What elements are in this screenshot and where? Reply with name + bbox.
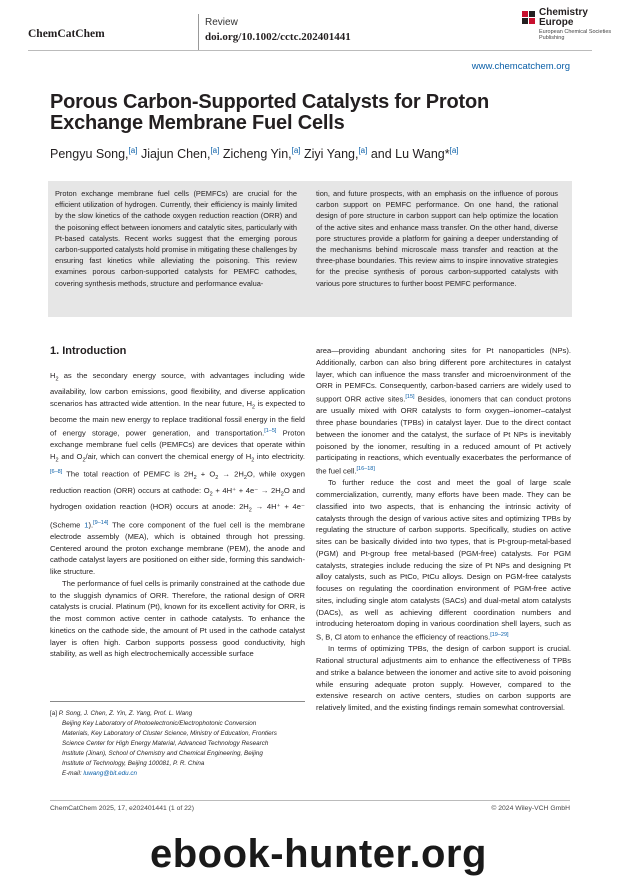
footer-citation: ChemCatChem 2025, 17, e202401441 (1 of 22) [50, 805, 194, 812]
author-name: Zicheng Yin, [222, 147, 292, 162]
doi-link[interactable]: doi.org/10.1002/cctc.202401441 [205, 31, 351, 43]
header-divider [198, 14, 199, 50]
author-name: Ziyi Yang, [304, 147, 359, 162]
paragraph: To further reduce the cost and meet the goal of large scale commercialization, currently, many efforts have been made. They can be classified into two aspects, that is enhancing the intrinsic activity of catalysts through the design of various active sites and optimizing TPBs by regulating the structure of carbon supports. Specifically, studies on active sites can be basically divided into two types, that is Pt-group-metal-based (PGM) and Pt-group free metal-based (PGM-free) catalysts. For PGM catalysts, strategies include reducing the size of Pt NPs and designing Pt alloy catalysts, such as PtCo, PtCu alloys. Design on PGM-free catalysts focuses on regulating the coordination environment of PGM-free active sites, including single atom catalysts (SACs) and dual-metal atom catalysts (DACs), as well as achieving different coordination numbers and introducing heteroatom doping in various coordination shell layers, such as S, B, Cl atom to enhance the efficiency of reactions.[19–29] [316, 478, 571, 642]
paragraph: $H_2$ as the secondary energy source, with advantages including wide availability, low carbon emissions, good flexibility, and diverse application scenarios has attracted wide attention. In the near future, $H_2$ is expected to become the main new energy to replace traditional fossil energy in the field of energy storage, power generation, and transportation.[1–5] Proton exchange membrane fuel cells (PEMFCs) are devices that operate within $H_2$ and $O_2$/air, which can convert the chemical energy of $H_2$ into electricity.[6–8] The total reaction of PEMFC is $2H_2 + O_2 \to 2H_2O$, while oxygen reduction reaction (ORR) occurs at cathode: $O_2 + 4H^+ + 4e^- \to 2H_2O$ and hydrogen oxidation reaction (HOR) occurs at anode: $2H_2 \to 4H^+ + 4e^-$ (Scheme 1).[9–14] The core component of the fuel cell is the membrane electrode assembly (MEA), which is obtained through hot pressing. Centered around the proton exchange membrane (PEM), the anode and cathode catalyst layers are positioned on either side, forming this sandwich-like structure. [50, 371, 306, 577]
author-name: Pengyu Song, [50, 147, 129, 162]
abstract-text-right: tion, and future prospects, with an emphasis on the influence of porous carbon support on PEMFC performance. On one hand, the rational design of pore structure in carbon support can help optimize the location of the active sites and enhance mass transfer. On the other hand, diverse pore structures provide a platform for gaining a deeper understanding of the mechanisms behind microscale mass transfer and reaction at the three-phase boundaries. This review aims to inspire innovative strategies for the precise synthesis of porous carbon-supported catalysts with various pore structures to further boost PEMFC performance. [316, 189, 558, 288]
publisher-logo-subtext: European Chemical Societies Publishing [539, 29, 612, 41]
citation-link[interactable]: [1–5] [264, 428, 277, 435]
section-heading: 1. Introduction [50, 345, 127, 357]
abstract-box [48, 181, 572, 317]
publisher-logo-icon [521, 10, 536, 25]
scheme-link[interactable]: 1 [84, 520, 89, 530]
footer-copyright: © 2024 Wiley-VCH GmbH [491, 805, 570, 812]
header-rule [28, 50, 592, 51]
article-title: Porous Carbon-Supported Catalysts for Proton Exchange Membrane Fuel Cells [50, 91, 490, 134]
paragraph: The performance of fuel cells is primarily constrained at the cathode due to the sluggish dynamics of ORR. Therefore, the rational design of ORR catalysts is crucial. Platinum (Pt), known for its excellent activity for ORR, is the most common active center in cathode catalysts. To enhance the kinetics on the cathode side, the amount of Pt used in the cathode catalyst layer is often high. Carbon supports possess good conductivity, high stability, as well as high electrochemically accessible surface [50, 578, 305, 659]
affiliation-footnote: [a] P. Song, J. Chen, Z. Yin, Z. Yang, Prof. L. Wang Beijing Key Laboratory of Photoelectronic/Electrophotonic Conversion Materials, Key Laboratory of Cluster Science, Ministry of Education, Frontiers Science Center for High Energy Material, Advanced Technology Research Institute (Jinan), School of Chemistry and Chemical Engineering, Beijing Institute of Technology, Beijing 100081, P. R. China E-mail: luwang@bit.edu.cn [50, 710, 277, 777]
publisher-logo-text: Europe [539, 17, 574, 28]
body-column-right [316, 345, 571, 714]
abstract-text-left: Proton exchange membrane fuel cells (PEMFCs) are crucial for the efficient utilization of hydrogen. Currently, their efficiency is mainly limited by the slow kinetics of the cathode oxygen reduction reaction (ORR) and the poisoning effect between ionomers and catalytic sites, particularly with Pt-based catalysts. Recent works suggest that the emerging porous carbon-supported catalysts hold promise in mitigating these challenges by ensuring fast kinetics while alleviating the poisoning. This review examines porous carbon-supported catalysts for PEMFC cathodes, covering synthesis methods, structure and performance evalua- [55, 189, 297, 288]
citation-link[interactable]: [15] [405, 394, 415, 400]
affiliation-marker[interactable]: [a] [210, 146, 220, 155]
article-type: Review [205, 17, 238, 28]
footer-rule [50, 800, 570, 801]
paragraph: area—providing abundant anchoring sites for Pt nanoparticles (NPs). Additionally, carbon can also bring different pore architectures in catalyst layer, which can influence the mass transfer and microenvironment of the ORR in PEMFCs. Consequently, carbon-based carriers are widely used to support ORR active sites.[15] Besides, ionomers that can conduct protons are usually mixed with ORR catalysts to form oxygen–ionomer–catalyst three phase boundaries (TPBs) in catalyst layer. Due to the direct contact between the ionomer and the catalyst, the surface of Pt NPs is inevitably poisoned by the ionomer, resulting in a reduced amount of Pt actively participating in reactions, which eventually exacerbates the performance of the fuel cell.[16–18] [316, 346, 572, 476]
watermark: ebook-hunter.org [150, 832, 487, 876]
author-list [50, 146, 459, 161]
publisher-logo-text: Chemistry [539, 7, 588, 18]
author-name: and Lu Wang* [370, 147, 450, 162]
affiliation-marker[interactable]: [a] [449, 146, 459, 155]
citation-link[interactable]: [9–14] [93, 519, 109, 526]
affiliation-marker[interactable]: [a] [358, 146, 368, 155]
paragraph: In terms of optimizing TPBs, the design of carbon support is crucial. Rational structural adjustments aim to enhance the effectiveness of TPBs and strike a balance between the ionomer and active site to avoid poisoning while ensuring adequate proton supply. However, compared to the extensive research on active centers, studies on carbon supports are relatively limited, and the existing findings remain somewhat controversial. [316, 644, 571, 713]
citation-link[interactable]: [19–29] [490, 632, 509, 639]
body-column-left [50, 370, 305, 660]
citation-link[interactable]: [6–8] [50, 469, 63, 476]
author-name: Jiajun Chen, [140, 147, 211, 162]
email-link[interactable]: luwang@bit.edu.cn [83, 770, 137, 777]
affiliation-marker[interactable]: [a] [128, 146, 138, 155]
journal-name: ChemCatChem [28, 28, 105, 40]
footnote-rule [50, 701, 305, 702]
journal-url-link[interactable]: www.chemcatchem.org [471, 61, 570, 72]
affiliation-marker[interactable]: [a] [291, 146, 301, 155]
citation-link[interactable]: [16–18] [356, 466, 375, 473]
